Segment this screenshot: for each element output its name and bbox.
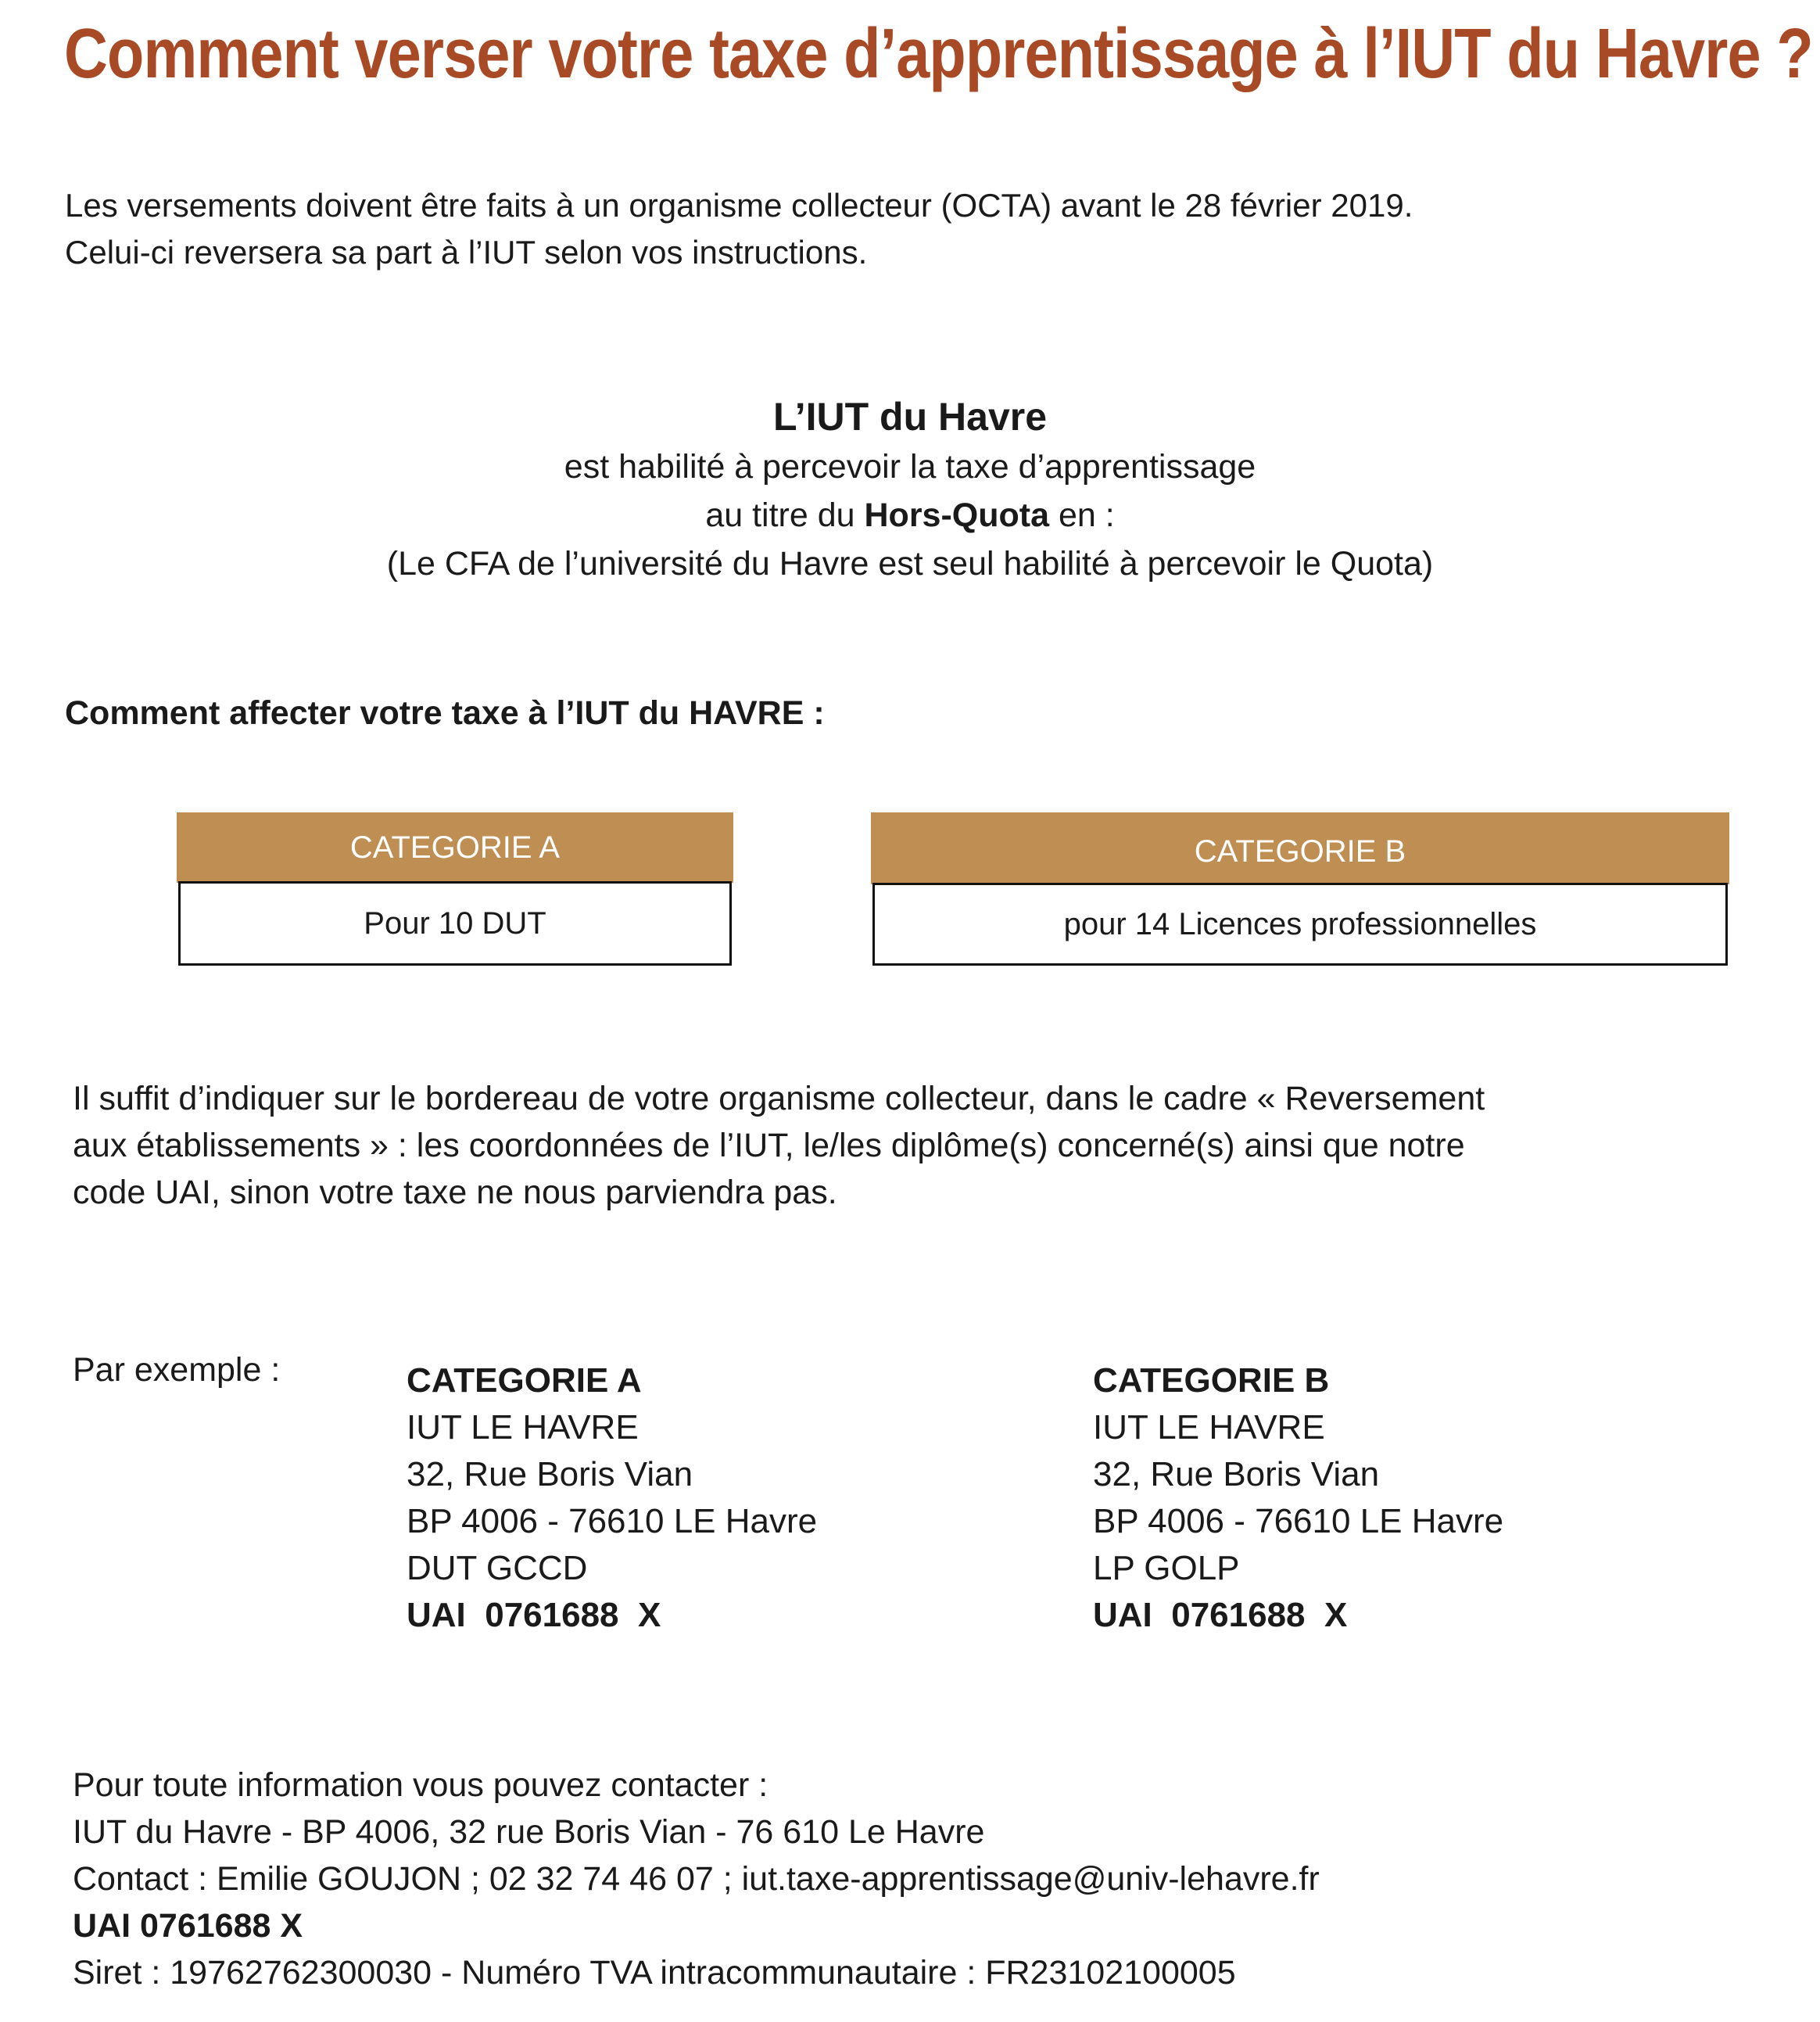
instructions-line-2: aux établissements » : les coordonnées de l’IUT, le/les diplôme(s) concerné(s) ainsi que notre [73,1127,1465,1164]
example-b-street: 32, Rue Boris Vian [1093,1455,1380,1493]
intro-line-2: Celui-ci reversera sa part à l’IUT selon vos instructions. [65,234,868,271]
category-a-card [177,812,733,970]
example-b-city: BP 4006 - 76610 LE Havre [1093,1502,1504,1540]
habilitation-line-2-prefix: au titre du [705,497,865,534]
habilitation-block [0,391,1820,588]
example-a-diploma: DUT GCCD [407,1549,588,1587]
contact-siret: Siret : 19762762300030 - Numéro TVA intracommunautaire : FR23102100005 [73,1954,1236,1992]
contact-line-1: Pour toute information vous pouvez contacter : [73,1766,768,1804]
intro-line-1: Les versements doivent être faits à un organisme collecteur (OCTA) avant le 28 février 2019. [65,187,1413,224]
habilitation-line-2 [0,491,1820,540]
example-a-name: IUT LE HAVRE [407,1408,639,1447]
habilitation-line-1: est habilité à percevoir la taxe d’apprentissage [564,448,1256,486]
section-heading: Comment affecter votre taxe à l’IUT du HAVRE : [65,694,825,732]
example-b-diploma: LP GOLP [1093,1549,1240,1587]
category-b-card [871,812,1729,970]
instructions-line-1: Il suffit d’indiquer sur le bordereau de votre organisme collecteur, dans le cadre « Reversement [73,1080,1485,1117]
habilitation-line-3: (Le CFA de l’université du Havre est seul habilité à percevoir le Quota) [386,545,1434,583]
category-b-header: CATEGORIE B [871,812,1729,884]
contact-address: IUT du Havre - BP 4006, 32 rue Boris Vian - 76 610 Le Havre [73,1813,985,1851]
instructions-paragraph [73,1075,1800,1216]
contact-uai: UAI 0761688 X [73,1907,303,1945]
category-b-body: pour 14 Licences professionnelles [872,883,1728,966]
example-b-heading: CATEGORIE B [1093,1361,1330,1400]
habilitation-line-2-suffix: en : [1049,497,1115,534]
contact-person: Contact : Emilie GOUJON ; 02 32 74 46 07 ; iut.taxe-apprentissage@univ-lehavre.fr [73,1860,1320,1898]
example-label: Par exemple : [73,1351,281,1389]
example-a-uai: UAI 0761688 X [407,1596,661,1634]
hors-quota-label: Hors-Quota [864,497,1049,534]
category-a-body: Pour 10 DUT [178,881,732,966]
example-b-name: IUT LE HAVRE [1093,1408,1325,1447]
category-a-header: CATEGORIE A [177,812,733,883]
page-title: Comment verser votre taxe d’apprentissage à l’IUT du Havre ? [64,15,1813,93]
instructions-line-3: code UAI, sinon votre taxe ne nous parviendra pas. [73,1174,837,1211]
habilitation-heading: L’IUT du Havre [772,395,1048,439]
intro-text [65,182,1413,276]
example-category-b [1093,1357,1503,1639]
contact-block [73,1762,1320,1996]
example-a-street: 32, Rue Boris Vian [407,1455,693,1493]
example-a-heading: CATEGORIE A [407,1361,642,1400]
example-a-city: BP 4006 - 76610 LE Havre [407,1502,818,1540]
example-b-uai: UAI 0761688 X [1093,1596,1348,1634]
example-category-a [407,1357,817,1639]
